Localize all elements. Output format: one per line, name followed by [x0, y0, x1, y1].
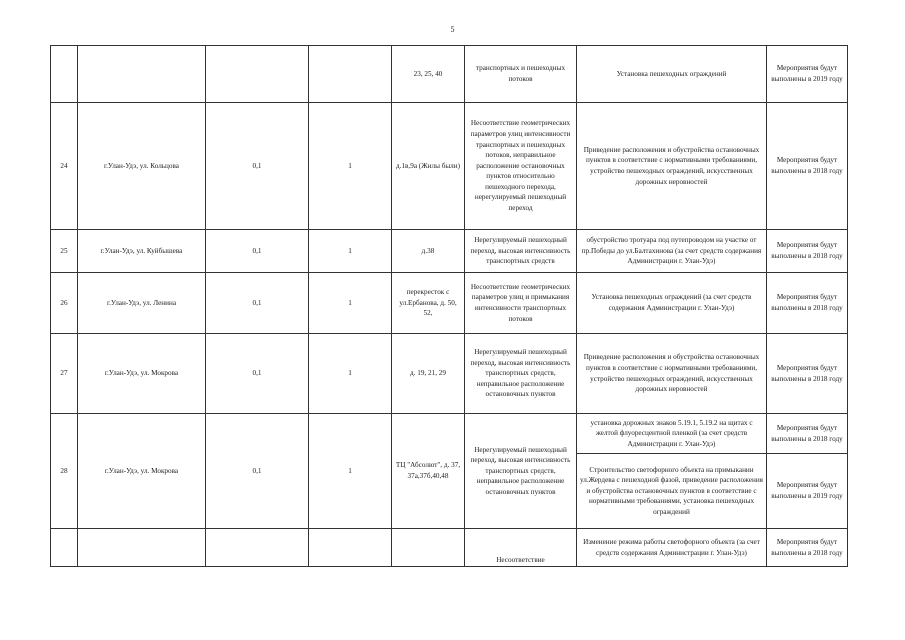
row-object: перекресток с ул.Ербанова, д. 50, 52, [392, 273, 465, 334]
row-length: 0,1 [206, 273, 309, 334]
row-cause: транспортных и пешеходных потоков [465, 46, 577, 103]
row-cause: Нерегулируемый пешеходный переход, высокая интенсивность транспортных средств [465, 230, 577, 273]
row-measure: Приведение расположения и обустройства остановочных пунктов в соответствие с нормативными требованиями, устройство пешеходных ограждений, искусственных дорожных неровностей [577, 103, 767, 230]
table-row [51, 46, 848, 103]
row-cause: Нерегулируемый пешеходный переход, высокая интенсивность транспортных средств, неправильное расположение остановочных пунктов [465, 334, 577, 414]
row-measure: Установка пешеходных ограждений (за счет средств содержания Администрации г. Улан-Удэ) [577, 273, 767, 334]
row-number: 28 [51, 414, 78, 529]
row-length [206, 46, 309, 103]
row-count: 1 [309, 230, 392, 273]
row-object: 23, 25, 40 [392, 46, 465, 103]
row-measure: установка дорожных знаков 5.19.1, 5.19.2 на щитах с желтой флуоресцентной пленкой (за счет средств Администрации г. Улан-Удэ) [577, 414, 767, 454]
table-row [51, 414, 848, 454]
row-length: 0,1 [206, 414, 309, 529]
table-row [51, 230, 848, 273]
row-address: г.Улан-Удэ, ул. Мокрова [78, 414, 206, 529]
row-object: д. 19, 21, 29 [392, 334, 465, 414]
row-count [309, 529, 392, 567]
row-count: 1 [309, 414, 392, 529]
row-cause: Несоответствие геометрических параметров улиц интенсивности транспортных и пешеходных потоков, неправильное расположение остановочных пунктов относительно пешеходного перехода, нерегулируемый пешеходный переход [465, 103, 577, 230]
row-object [392, 529, 465, 567]
row-object: ТЦ "Абсолют", д. 37, 37а,37б,40,48 [392, 414, 465, 529]
table-row [51, 334, 848, 414]
row-count: 1 [309, 103, 392, 230]
row-cause: Нерегулируемый пешеходный переход, высокая интенсивность транспортных средств, неправильное расположение остановочных пунктов [465, 414, 577, 529]
row-number: 24 [51, 103, 78, 230]
table-row [51, 529, 848, 567]
row-object: д.1в,9а (Жилы были) [392, 103, 465, 230]
row-address [78, 46, 206, 103]
row-term: Мероприятия будут выполнены в 2018 году [767, 334, 848, 414]
row-cause: Несоответствие [465, 529, 577, 567]
row-number [51, 46, 78, 103]
row-length: 0,1 [206, 103, 309, 230]
row-object: д.38 [392, 230, 465, 273]
row-length: 0,1 [206, 230, 309, 273]
row-number: 26 [51, 273, 78, 334]
row-address: г.Улан-Удэ, ул. Ленина [78, 273, 206, 334]
row-number [51, 529, 78, 567]
row-term: Мероприятия будут выполнены в 2019 году [767, 46, 848, 103]
row-measure: Строительство светофорного объекта на примыкании ул.Жердева с пешеходной фазой, приведение расположения и обустройства остановочных пунктов в соответствие с нормативными требованиями, установка пешеходных ограждений [577, 454, 767, 529]
row-address: г.Улан-Удэ, ул. Мокрова [78, 334, 206, 414]
row-number: 27 [51, 334, 78, 414]
road-safety-measures-table [50, 45, 848, 567]
row-address [78, 529, 206, 567]
row-number: 25 [51, 230, 78, 273]
table-row [51, 273, 848, 334]
table-row [51, 103, 848, 230]
row-length: 0,1 [206, 334, 309, 414]
page-number: 5 [450, 25, 455, 34]
row-term: Мероприятия будут выполнены в 2019 году [767, 454, 848, 529]
row-count [309, 46, 392, 103]
row-measure: Изменение режима работы светофорного объекта (за счет средств содержания Администрации г. Улан-Удэ) [577, 529, 767, 567]
row-term: Мероприятия будут выполнены в 2018 году [767, 529, 848, 567]
row-measure: Установка пешеходных ограждений [577, 46, 767, 103]
row-measure: Приведение расположения и обустройства остановочных пунктов в соответствие с нормативными требованиями, устройство пешеходных ограждений, искусственных дорожных неровностей [577, 334, 767, 414]
row-cause: Несоответствие геометрических параметров улиц и примыкания интенсивности транспортных потоков [465, 273, 577, 334]
row-term: Мероприятия будут выполнены в 2018 году [767, 414, 848, 454]
row-term: Мероприятия будут выполнены в 2018 году [767, 273, 848, 334]
row-count: 1 [309, 273, 392, 334]
row-measure: обустройство тротуара под путепроводом на участке от пр.Победы до ул.Балтахинова (за счет средств содержания Администрации г. Улан-Удэ) [577, 230, 767, 273]
row-term: Мероприятия будут выполнены в 2018 году [767, 103, 848, 230]
row-term: Мероприятия будут выполнены в 2018 году [767, 230, 848, 273]
row-length [206, 529, 309, 567]
row-address: г.Улан-Удэ, ул. Куйбышева [78, 230, 206, 273]
row-count: 1 [309, 334, 392, 414]
row-address: г.Улан-Удэ, ул. Кольцова [78, 103, 206, 230]
